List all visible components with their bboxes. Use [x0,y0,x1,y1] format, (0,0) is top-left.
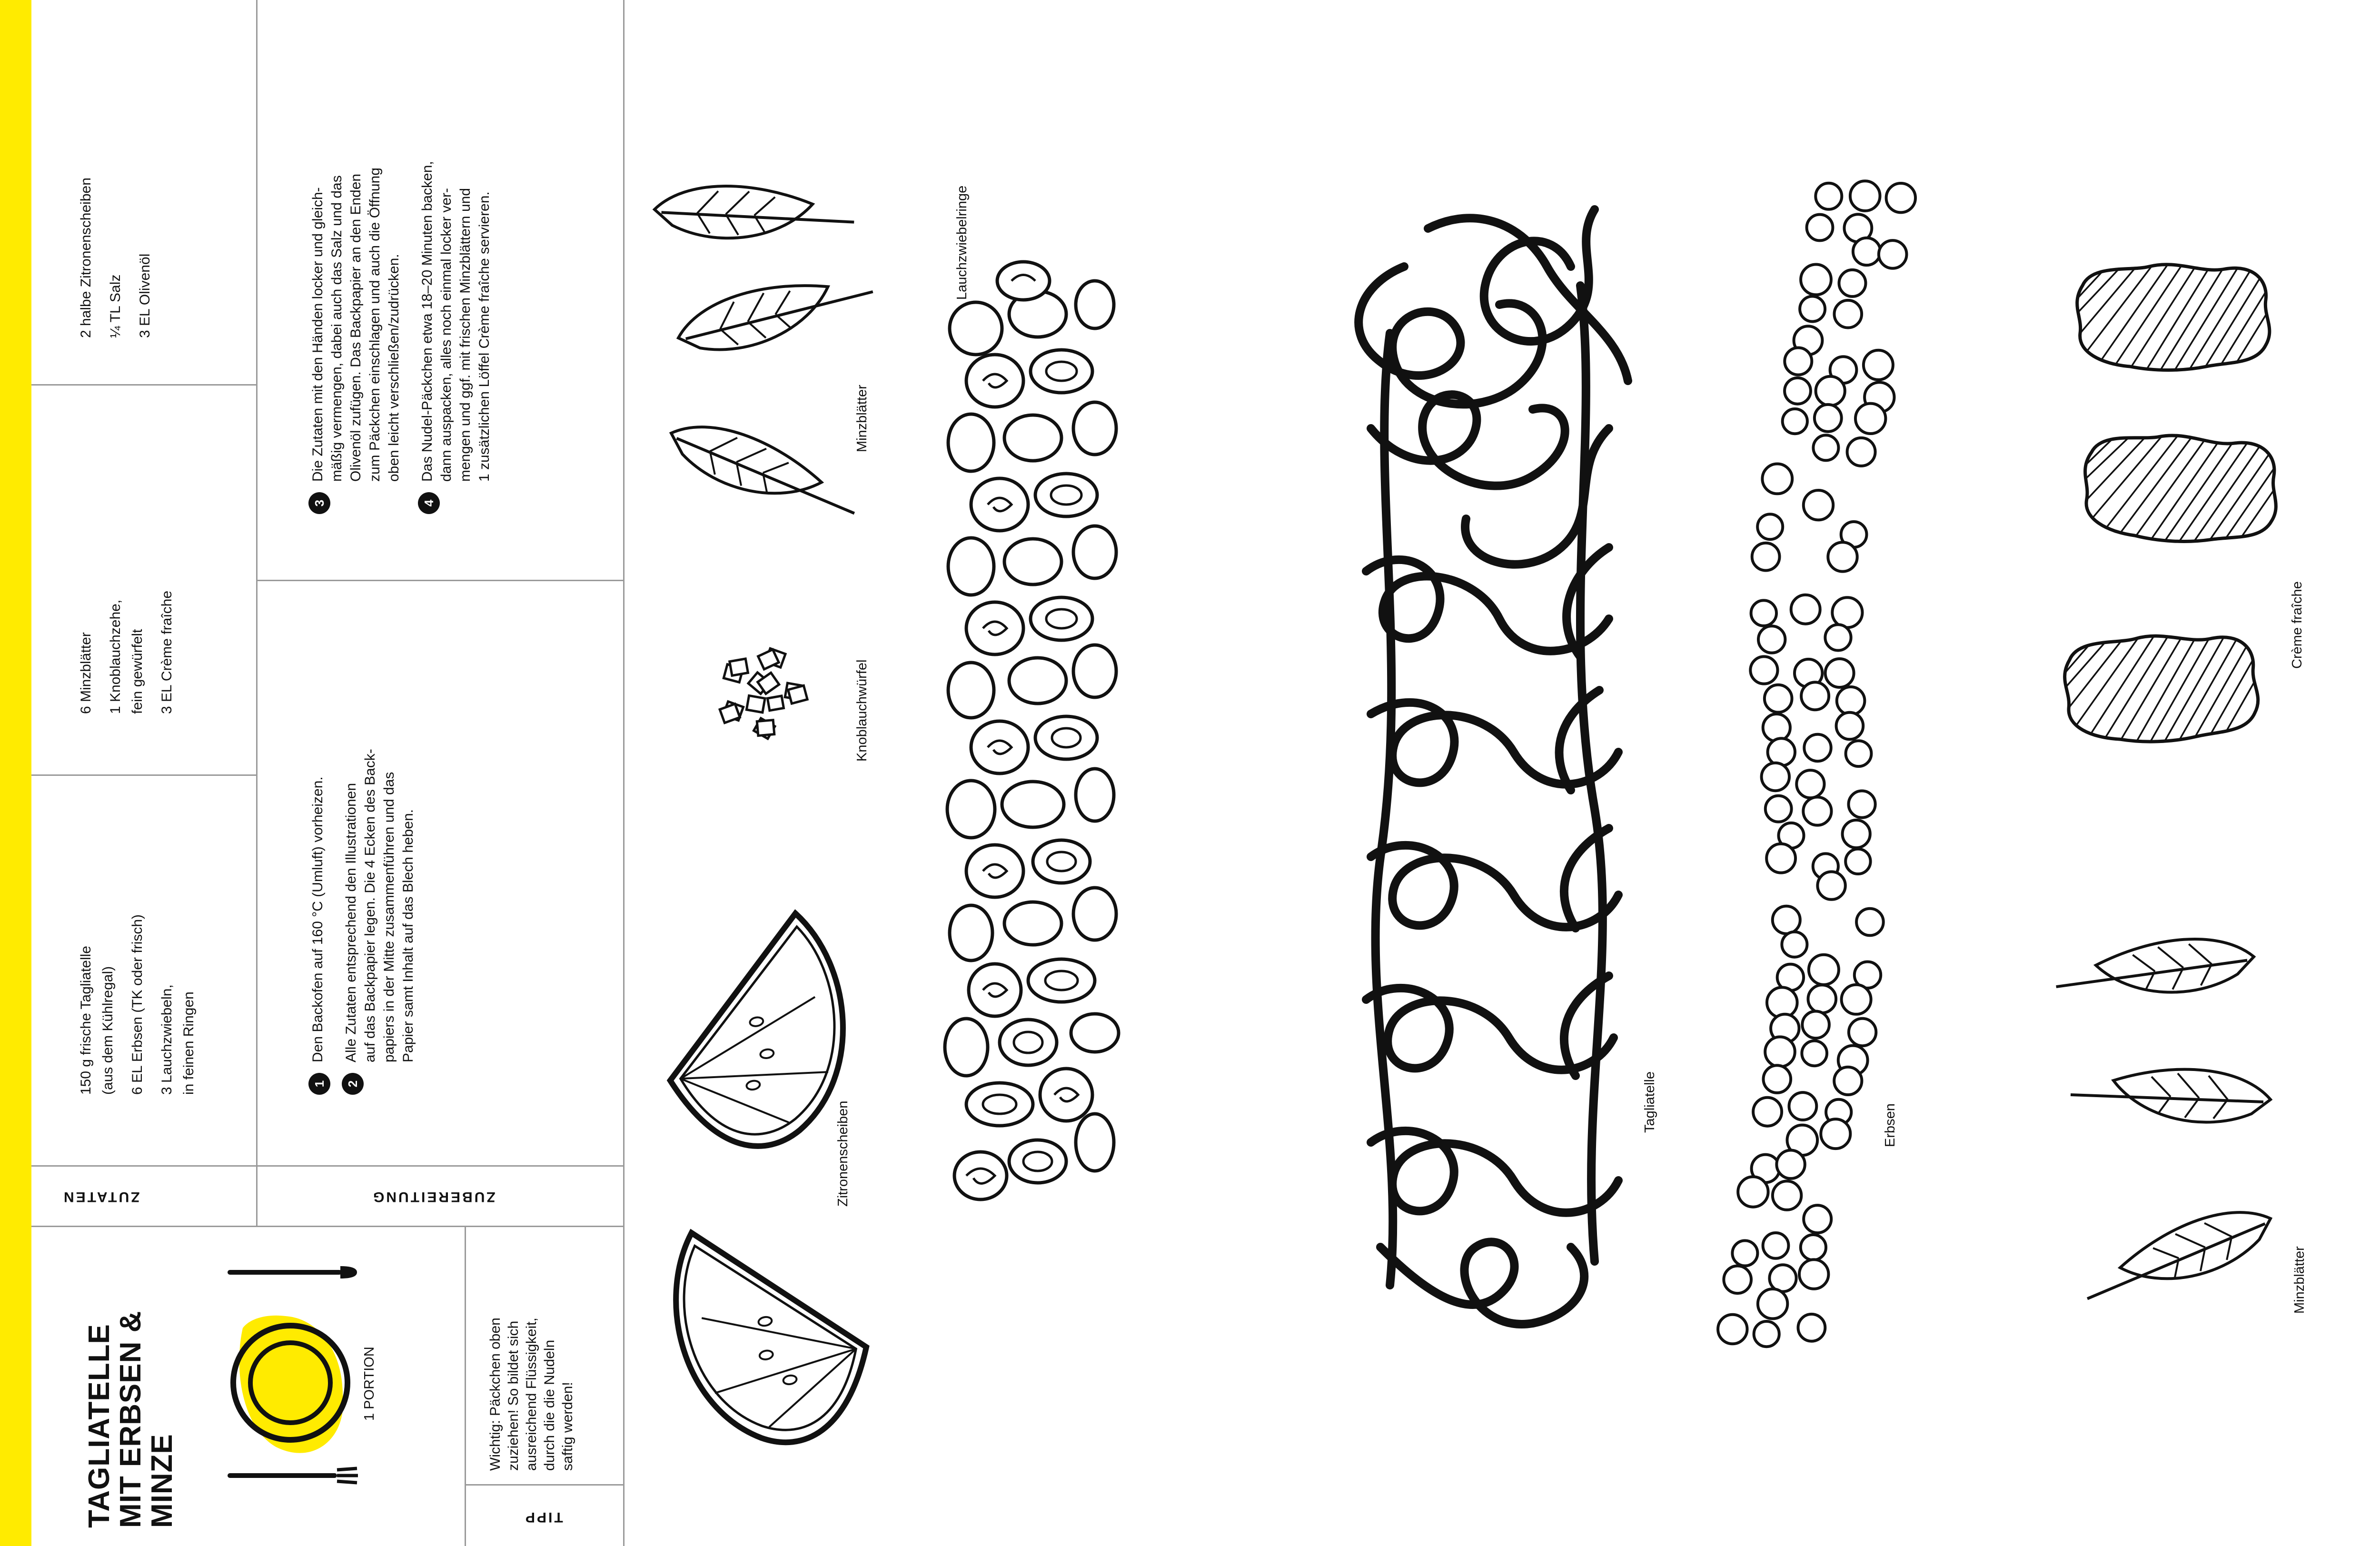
pea-icon [1846,741,1872,766]
pea-icon [1718,1315,1747,1344]
tagliatelle-icon [1359,209,1628,1324]
pea-icon [1804,490,1833,520]
pea-icon [1764,1065,1791,1093]
ingredient-item: 6 Minzblätter [78,632,94,714]
ingredient-item: 3 Lauchzwiebeln, in feinen Ringen [159,984,197,1095]
ingredient-item: 150 g frische Tagliatelle (aus dem Kühlregal) [78,946,116,1095]
label-knoblauchwuerfel: Knoblauchwürfel [854,659,870,762]
pea-icon [1879,240,1907,268]
pea-icon [1798,1314,1825,1341]
ingredient-item: 3 EL Crème fraîche [159,591,175,714]
pea-icon [1751,600,1776,625]
lemon-slice-icon [645,908,863,1160]
pea-icon [1809,955,1839,985]
label-minzblaetter-1: Minzblätter [854,385,870,452]
label-tagliatelle: Tagliatelle [1642,1071,1657,1133]
ingredient-item: 1 Knoblauchzehe, fein gewürfelt [108,599,145,714]
pea-icon [1800,297,1825,322]
mint-leaf-icon [662,406,865,538]
step-4: 4 Das Nudel-Päckchen etwa 18–20 Minuten backen, dann auspacken, alles noch einmal locker ver- mengen und ggf. mit frischen Minzblättern und 1 zusätzlichen Löffel Crème fraîche servieren. [418,161,494,514]
pea-icon [1847,438,1875,466]
pea-icon [1803,797,1831,825]
pea-icon [1855,404,1885,434]
mint-leaf-icon [2052,927,2258,1014]
pea-icon [1765,685,1792,713]
pea-icon [1768,738,1795,765]
pea-icon [1804,734,1831,761]
creme-fraiche-icon [2058,422,2312,559]
pea-icon [1836,713,1864,740]
pea-icon [1842,985,1871,1014]
pea-icon [1738,1177,1768,1207]
pea-icon [1801,682,1829,710]
pea-icon [1845,849,1870,874]
pea-icon [1799,1259,1828,1288]
ingredients-header: ZUTATEN [62,1189,140,1205]
label-erbsen: Erbsen [1883,1103,1898,1147]
pea-icon [1817,872,1845,899]
pea-icon [1762,763,1789,791]
step-number-icon: 1 [308,1073,330,1095]
pea-icon [1832,597,1862,627]
pea-icon [1815,183,1842,209]
pea-icon [1765,1037,1795,1067]
portion-label: 1 PORTION [362,1347,377,1421]
pea-icon [1752,543,1780,571]
pea-icon [1789,1092,1817,1120]
pea-icon [1765,796,1792,822]
pea-icon [1757,514,1783,539]
ingredient-item: 3 EL Olivenöl [137,253,153,338]
pea-icon [1758,626,1785,653]
pea-icon [1864,350,1893,380]
pea-icon [1825,624,1851,650]
pea-icon [1785,378,1811,404]
label-lauchzwiebelringe: Lauchzwiebelringe [954,185,970,300]
pea-icon [1796,770,1824,798]
pea-icon [1801,265,1831,295]
pea-icon [1837,687,1865,715]
pea-icon [1776,1150,1805,1179]
pea-icon [1849,1019,1876,1046]
preparation-header: ZUBEREITUNG [371,1189,496,1205]
mint-leaf-icon [653,179,856,249]
title-line-2: MIT ERBSEN & [114,1310,147,1528]
lemon-slice-icon [663,1207,881,1458]
ingredient-item: 2 halbe Zitronenscheiben [78,178,94,338]
pea-icon [1808,985,1836,1013]
spring-onion-rings-icon [945,262,1119,1199]
title-line-3: MINZE [146,1434,178,1528]
garlic-cubes-icon [720,648,807,739]
pea-icon [1754,1321,1779,1347]
pea-icon [1801,1235,1826,1260]
pea-icon [1782,932,1807,957]
pea-icon [1758,1289,1787,1318]
pea-icon [1785,348,1812,375]
label-minzblaetter-2: Minzblätter [2292,1246,2307,1314]
pea-icon [1804,1205,1831,1233]
pea-icon [1762,464,1792,494]
pea-icon [1828,542,1857,571]
mint-leaf-icon [2077,1191,2281,1324]
pea-icon [1843,820,1870,848]
pea-icon [1850,181,1880,211]
pea-icon [1791,595,1820,624]
pea-icon [1821,1119,1850,1149]
pea-icon [1802,1011,1829,1039]
step-number-icon: 4 [418,492,440,514]
tip-header: TIPP [524,1509,563,1525]
pea-icon [1816,377,1845,406]
pea-icon [1763,1233,1789,1259]
pea-icon [1766,844,1795,873]
pea-icon [1802,1041,1827,1066]
step-number-icon: 3 [308,492,330,514]
pea-icon [1732,1240,1757,1266]
step-number-icon: 2 [342,1073,364,1095]
mint-leaf-icon [2071,1070,2271,1122]
pea-icon [1849,791,1875,818]
creme-fraiche-icon [2040,624,2292,756]
pea-icon [1750,656,1777,684]
title-line-1: TAGLIATELLE [83,1324,116,1528]
pea-icon [1763,714,1790,741]
pea-icon [1807,215,1833,241]
pea-icon [1834,1067,1862,1095]
pea-icon [1813,435,1838,460]
pea-icon [1773,1181,1801,1209]
peas-icon [1718,181,1915,1347]
pea-icon [1839,270,1866,297]
mint-leaf-icon [672,267,879,360]
pea-icon [1856,909,1884,936]
pea-icon [1825,659,1854,687]
pea-icon [1773,906,1800,934]
step-2: 2 Alle Zutaten entsprechend den Illustrationen auf das Backpapier legen. Die 4 Ecken des Back- papiers in der Mitte zusammenführen und das Papier samt Inhalt auf das Blech heben. [342,749,418,1095]
tip-text: Wichtig: Päckchen oben zuziehen! So bildet sich ausreichend Flüssigkeit, durch die die Nudeln saftig werden! [487,1318,575,1471]
label-creme-fraiche: Crème fraîche [2290,581,2305,669]
step-1: 1 Den Backofen auf 160 °C (Umluft) vorheizen. [308,749,330,1095]
ingredient-item: 6 EL Erbsen (TK oder frisch) [129,914,145,1095]
pea-icon [1886,183,1915,212]
pea-icon [1783,409,1807,434]
ingredient-item: ¼ TL Salz [108,274,123,338]
creme-fraiche-icon [2054,257,2301,381]
pea-icon [1753,1098,1782,1126]
step-3: 3 Die Zutaten mit den Händen locker und gleich- mäßig vermengen, dabei auch das Salz und das Olivenöl zufügen. Das Backpapier an den Enden zum Päckchen einschlagen und auch die Öffnung oben leicht verschließen/zudrücken. [308,161,404,514]
pea-icon [1724,1266,1751,1294]
pea-icon [1815,405,1842,432]
label-zitronenscheiben: Zitronenscheiben [835,1100,851,1207]
pea-icon [1835,300,1862,328]
pea-icon [1853,238,1880,265]
